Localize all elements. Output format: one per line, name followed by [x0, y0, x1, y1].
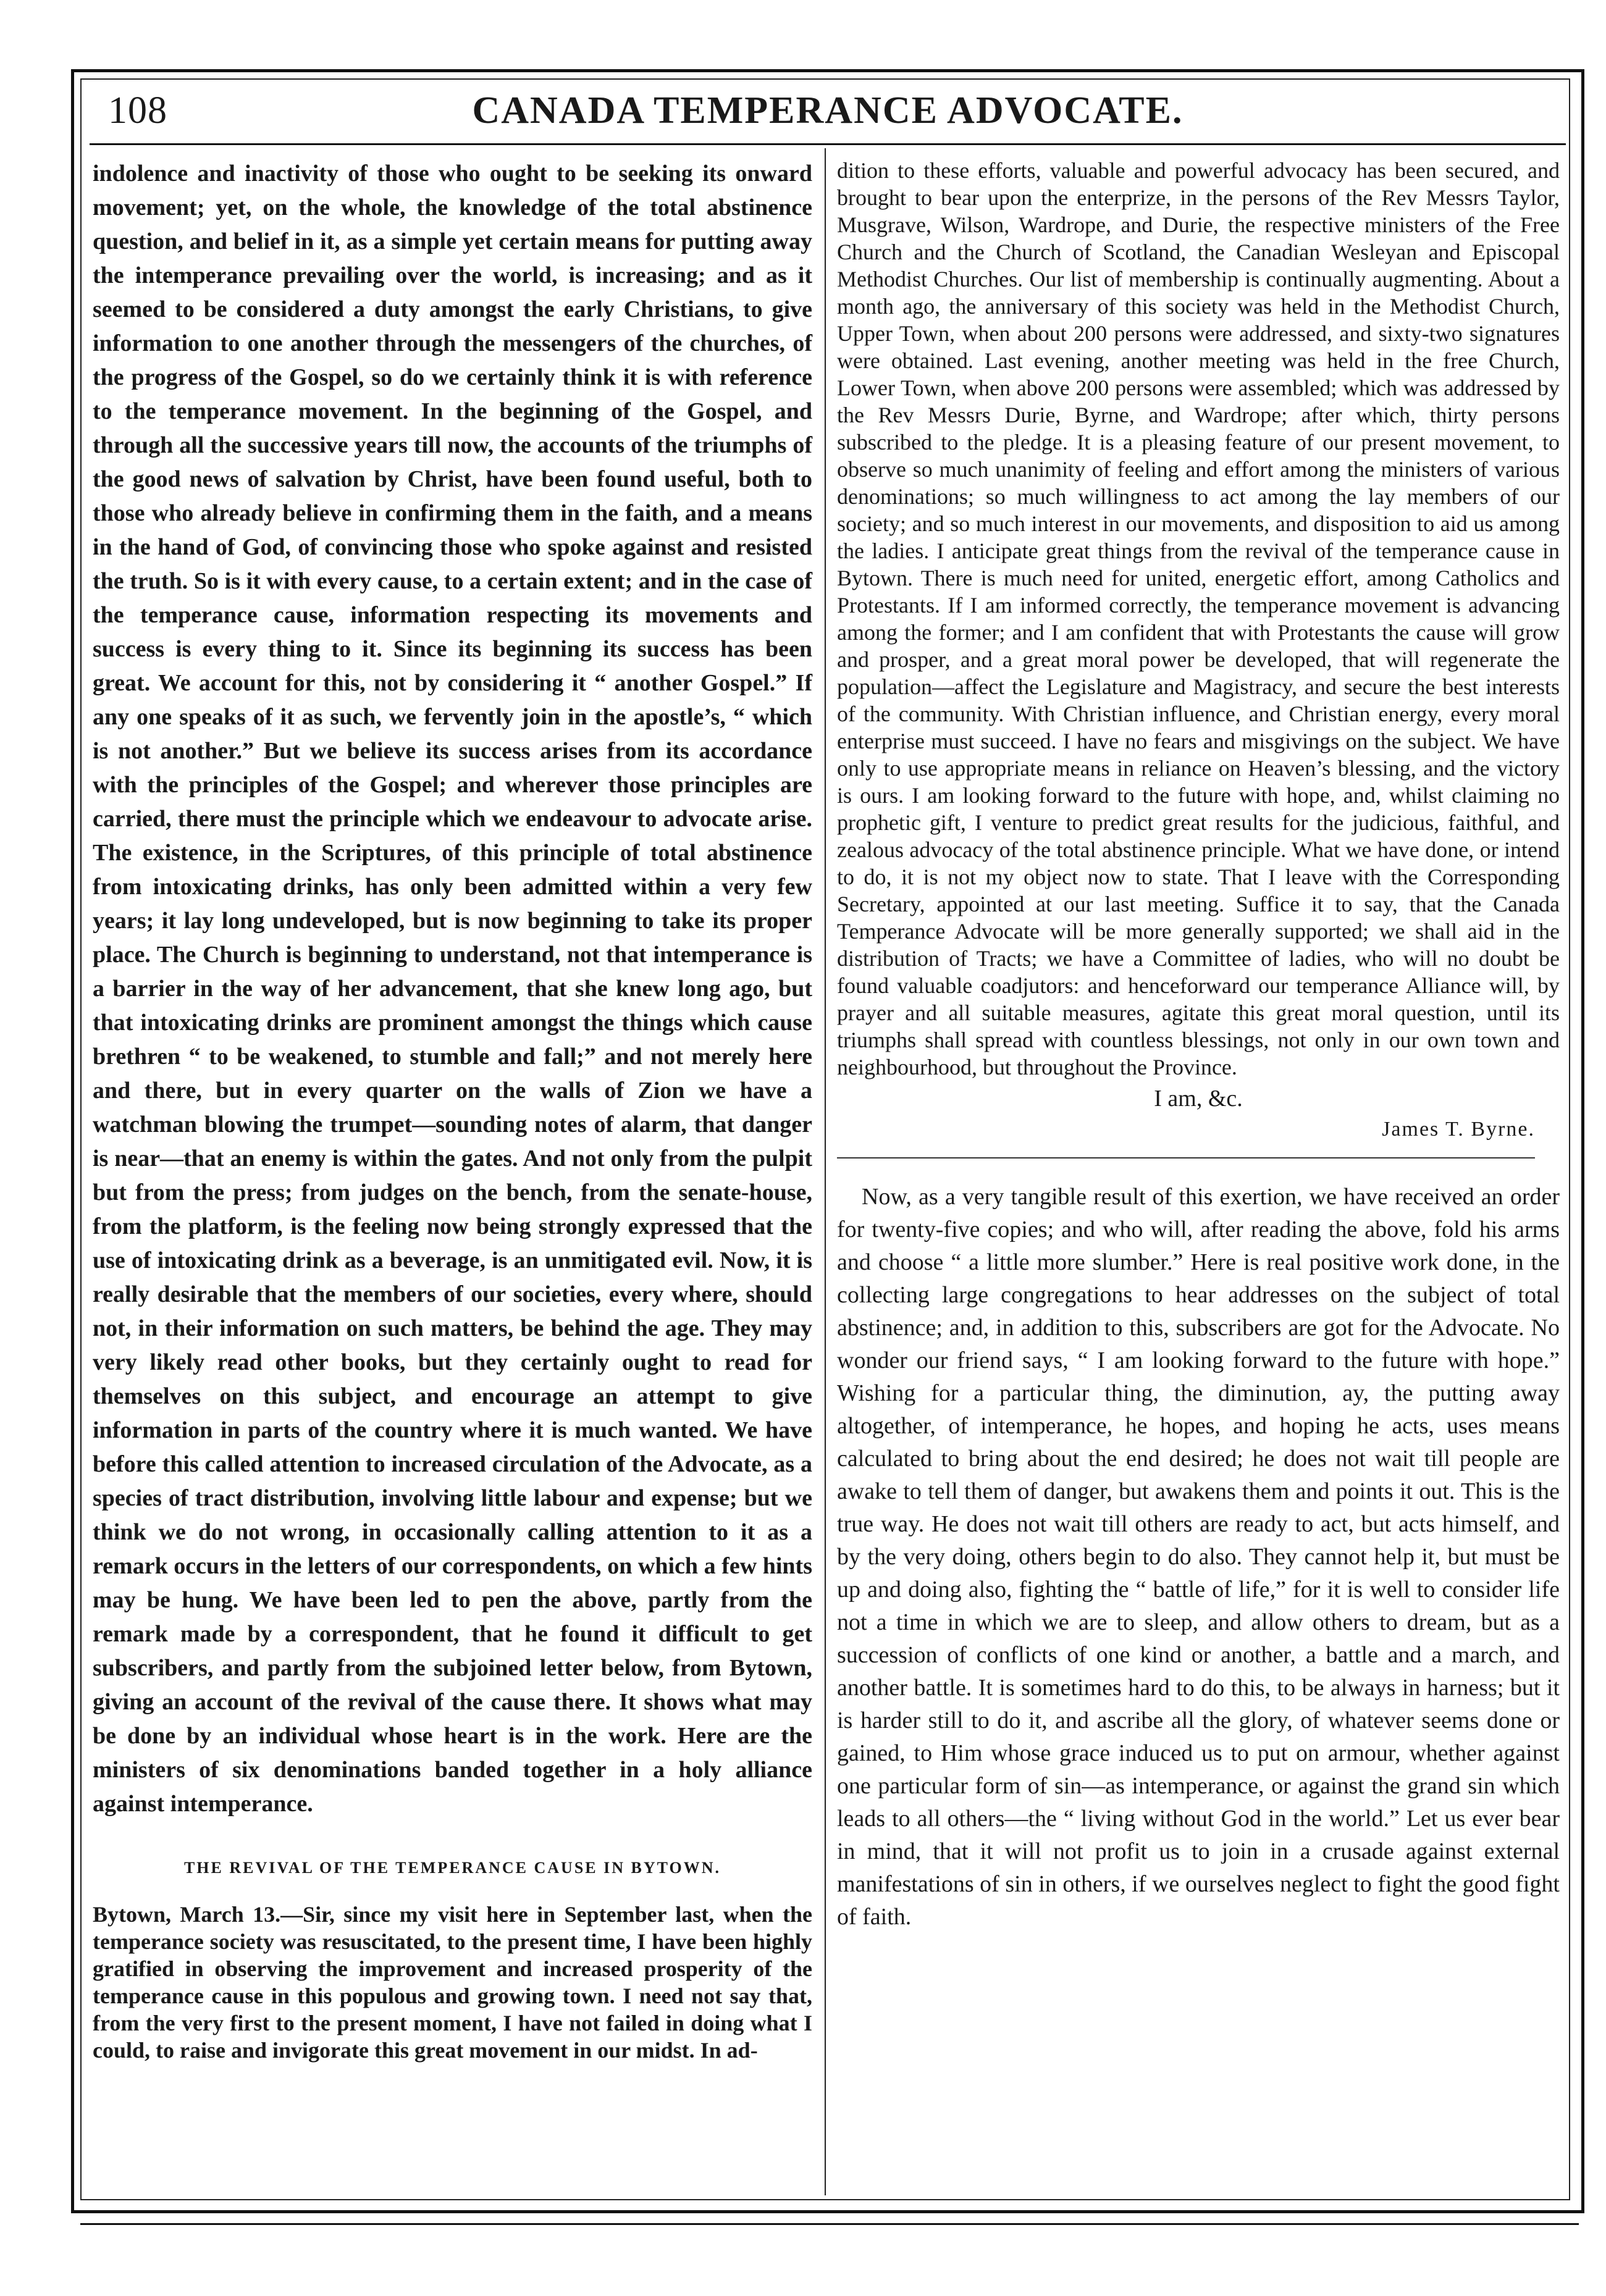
section-separator	[837, 1157, 1535, 1158]
letter-signature: James T. Byrne.	[1382, 1118, 1535, 1141]
left-column	[93, 157, 812, 2064]
right-column	[837, 157, 1560, 1934]
article-body: indolence and inactivity of those who ought to be seeking its onward movement; yet, on the whole, the knowledge of the total abstinence question, and belief in it, as a simple yet certain means for putting away the intemperance prevailing over the world, is increasing; and as it seemed to be considered a duty amongst the early Christians, to give information to one another through the messengers of the churches, of the progress of the Gospel, so do we certainly think it is with reference to the temperance movement. In the beginning of the Gospel, and through all the successive years till now, the accounts of the triumphs of the good news of salvation by Christ, have been found useful, both to those who already believe in confirming them in the faith, and a means in the hand of God, of convincing those who spoke against and resisted the truth. So is it with every cause, to a certain extent; and in the case of the temperance cause, information respecting its movements and success is every thing to it. Since its beginning its success has been great. We account for this, not by considering it “ another Gospel.” If any one speaks of it as such, we fervently join in the apostle’s, “ which is not another.” But we believe its success arises from its accordance with the principles of the Gospel; and wherever those principles are carried, there must the principle which we endeavour to advocate arise. The existence, in the Scriptures, of this principle of total abstinence from intoxicating drinks, has only been admitted within a very few years; it lay long undeveloped, but is now beginning to take its proper place. The Church is beginning to understand, not that intemperance is a barrier in the way of her advancement, that she knew long ago, but that intoxicating drinks are prominent amongst the things which cause brethren “ to be weakened, to stumble and fall;” and not merely here and there, but in every quarter on the walls of Zion we have a watchman blowing the trumpet—sounding notes of alarm, that danger is near—that an enemy is within the gates. And not only from the pulpit but from the press; from judges on the bench, from the senate-house, from the platform, is the feeling now being strongly expressed that the use of intoxicating drink as a beverage, is an unmitigated evil. Now, it is really desirable that the members of our societies, every where, should not, in their information on such matters, be behind the age. They may very likely read other books, but they certainly ought to read for themselves on this subject, and encourage an attempt to give information in parts of the country where it is much wanted. We have before this called attention to increased circulation of the Advocate, as a species of tract distribution, involving little labour and expense; but we think we do not wrong, in occasionally calling attention to it as a remark occurs in the letters of our correspondents, on which a few hints may be hung. We have been led to pen the above, partly from the remark made by a correspondent, that he found it difficult to get subscribers, and partly from the subjoined letter below, from Bytown, giving an account of the revival of the cause there. It shows what may be done by an individual whose heart is in the work. Here are the ministers of six denominations banded together in a holy alliance against intemperance.	[93, 161, 812, 1817]
page-number: 108	[108, 90, 167, 132]
editorial-paragraph: Now, as a very tangible result of this exertion, we have received an order for twenty-five copies; and who will, after reading the above, fold his arms and choose “ a little more slumber.” Here is real positive work done, in the collecting large congregations to hear addresses on the subject of total abstinence; and, in addition to this, subscribers are got for the Advocate. No wonder our friend says, “ I am looking forward to the future with hope.” Wishing for a particular thing, the diminution, ay, the putting away altogether, of intemperance, he hopes, and hoping he acts, uses means calculated to bring about the end desired; he does not wait till people are awake to tell them of danger, but awakens them and points it out. This is the true way. He does not wait till others are ready to act, but acts himself, and by the very doing, others begin to do also. They cannot help it, but must be up and doing also, fighting the “ battle of life,” for it is well to consider life not a time in which we are to sleep, and allow others to dream, but as a succession of conflicts of one kind or another, a battle and a march, and another battle. It is sometimes hard to do this, to be always in harness; but it is harder still to do it, and ascribe all the glory, of whatever seems done or gained, to Him whose grace induced us to put on armour, whether against one particular form of sin—as intemperance, or against the grand sin which leads to all others—the “ living without God in the world.” Let us ever bear in mind, that it will not profit us to join in a crusade against external manifestations of sin in others, if we ourselves neglect to fight the good fight of faith.	[837, 1184, 1560, 1930]
running-title: CANADA TEMPERANCE ADVOCATE.	[472, 90, 1183, 132]
page-header	[90, 86, 1566, 142]
letter-opening: Bytown, March 13.—Sir, since my visit here in September last, when the temperance society was resuscitated, to the present time, I have been highly gratified in observing the improvement and increased prosperity of the temperance cause in this populous and growing town. I need not say that, from the very first to the present moment, I have not failed in doing what I could, to raise and invigorate this great movement in our midst. In ad-	[93, 1902, 812, 2063]
bottom-rule	[80, 2223, 1579, 2225]
letter-continued: dition to these efforts, valuable and powerful advocacy has been secured, and brought to bear upon the enterprize, in the persons of the Rev Messrs Taylor, Musgrave, Wilson, Wardrope, and Durie, the respective ministers of the Free Church and the Church of Scotland, the Canadian Wesleyan and Episcopal Methodist Churches. Our list of membership is continually augmenting. About a month ago, the anniversary of this society was held in the Methodist Church, Upper Town, when about 200 persons were addressed, and sixty-two signatures were obtained. Last evening, another meeting was held in the free Church, Lower Town, when above 200 persons were assembled; which was addressed by the Rev Messrs Durie, Byrne, and Wardrope; after which, thirty persons subscribed to the pledge. It is a pleasing feature of our present movement, to observe so much unanimity of feeling and effort among the ministers of various denominations; so much willingness to act among the lay members of our society; and so much interest in our movements, and disposition to aid us among the ladies. I anticipate great things from the revival of the temperance cause in Bytown. There is much need for united, energetic effort, among Catholics and Protestants. If I am informed correctly, the temperance movement is advancing among the former; and I am confident that with Protestants the cause will grow and prosper, and a great moral power be developed, that will regenerate the population—affect the Legislature and Magistracy, and secure the best interests of the community. With Christian influence, and Christian energy, every moral enterprise must succeed. I have no fears and misgivings on the subject. We have only to use appropriate means in reliance on Heaven’s blessing, and the victory is ours. I am looking forward to the future with hope, and, whilst claiming no prophetic gift, I venture to predict great results for the judicious, faithful, and zealous advocacy of the total abstinence principle. What we have done, or intend to do, it is not my object now to state. That I leave with the Corresponding Secretary, appointed at our last meeting. Suffice it to say, that the Canada Temperance Advocate will be more generally supported; we shall aid in the distribution of Tracts; we have a Committee of ladies, who will no doubt be found valuable coadjutors: and henceforward our temperance Alliance will, by prayer and all suitable measures, agitate this great moral question, until its triumphs shall spread with countless blessings, not only in our own town and neighbourhood, but throughout the Province.	[837, 158, 1560, 1079]
letter-heading: THE REVIVAL OF THE TEMPERANCE CAUSE IN BYTOWN.	[183, 1859, 721, 1877]
letter-closing: I am, &c.	[1154, 1086, 1243, 1112]
header-rule	[90, 143, 1566, 145]
column-divider	[825, 148, 826, 2195]
